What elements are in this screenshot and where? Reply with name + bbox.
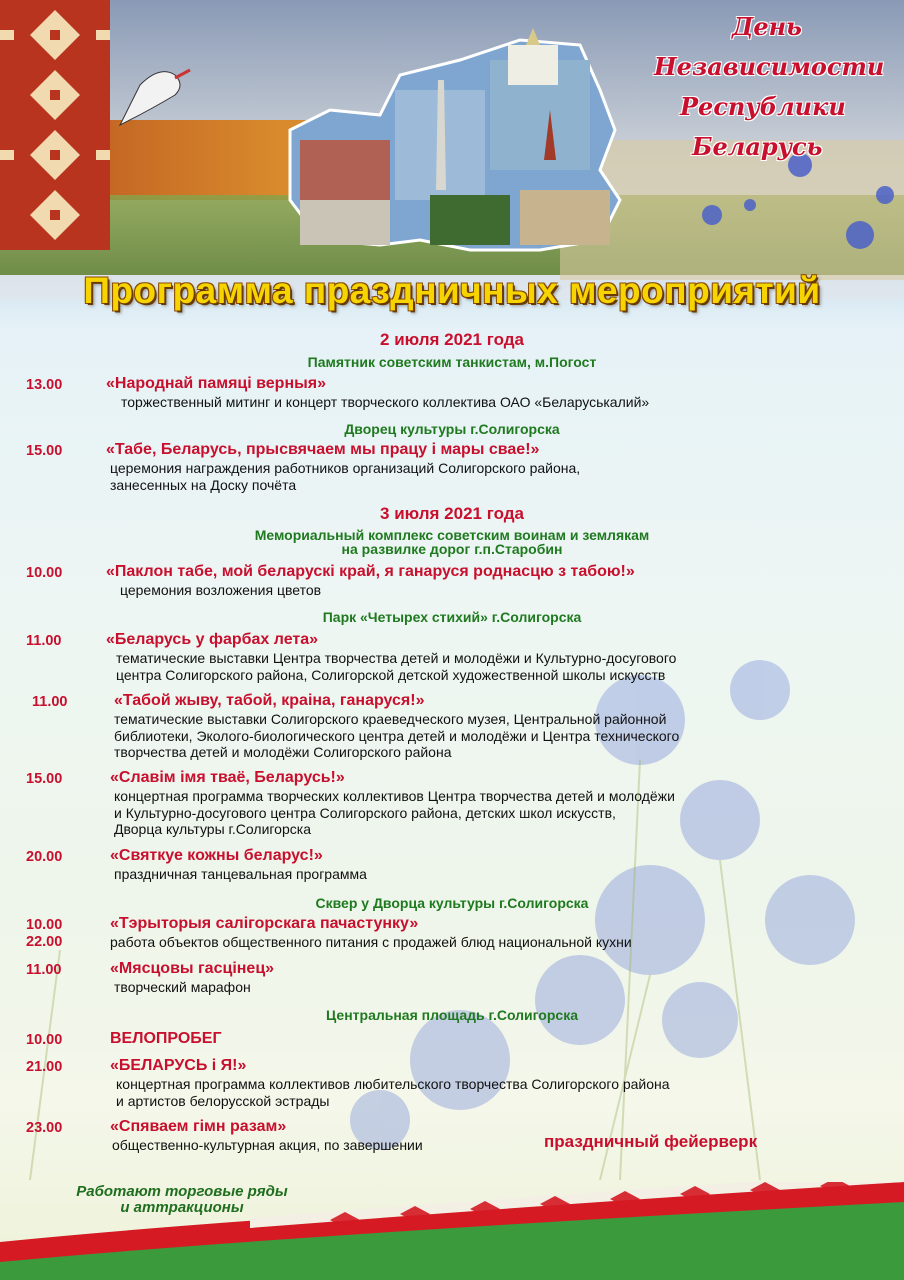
header-title-line: Беларусь [692, 132, 823, 161]
event-time: 21.00 [26, 1059, 63, 1075]
event-description: церемония награждения работников организаций Солигорского района, занесенных на Доску почёта [110, 460, 581, 493]
event-title: «Тэрыторыя салігорскага пачастунку» [110, 915, 419, 932]
footer-note [44, 1184, 320, 1216]
event-description: праздничная танцевальная программа [114, 866, 367, 882]
event-title: «Табой жыву, табой, краіна, ганаруся!» [114, 692, 425, 709]
event-title: «Беларусь у фарбах лета» [106, 631, 319, 648]
venue-heading: Центральная площадь г.Солигорска [326, 1007, 578, 1023]
event-description: торжественный митинг и концерт творческого коллектива ОАО «Беларуськалий» [121, 394, 650, 410]
event-time: 13.00 [26, 377, 63, 393]
event-title: «Народнай памяці верныя» [106, 375, 327, 392]
event-description: тематические выставки Солигорского краеведческого музея, Центральной районной библиотеки, Эколого-биологического центра детей и молодёжи и Центра технического творчества детей и молодёжи Солигорского района [114, 711, 680, 760]
footer-line: Работают торговые ряды [76, 1183, 288, 1200]
event-title: «Паклон табе, мой беларускі край, я ганаруся роднасцю з табою!» [106, 563, 635, 580]
event-description: тематические выставки Центра творчества детей и молодёжи и Культурно-досугового центра Солигорского района, Солигорской детской художественной школы искусств [116, 650, 677, 683]
event-time: 22.00 [26, 934, 63, 950]
fireworks-highlight: праздничный фейерверк [544, 1132, 758, 1151]
event-time: 23.00 [26, 1120, 63, 1136]
event-description: творческий марафон [114, 979, 251, 995]
event-time: 15.00 [26, 771, 63, 787]
event-description: концертная программа творческих коллективов Центра творчества детей и молодёжи и Культурно-досугового центра Солигорского района, детских школ искусств, Дворца культуры г.Солигорска [114, 788, 675, 837]
venue-heading: Парк «Четырех стихий» г.Солигорска [322, 609, 582, 625]
event-title: «Славім імя тваё, Беларусь!» [110, 769, 345, 786]
event-time: 10.00 [26, 1032, 63, 1048]
event-time: 11.00 [32, 694, 68, 710]
event-description: работа объектов общественного питания с продажей блюд национальной кухни [110, 934, 632, 950]
event-time: 10.00 [26, 565, 63, 581]
event-time: 11.00 [26, 962, 62, 978]
event-time: 20.00 [26, 849, 63, 865]
venue-heading: на развилке дорог г.п.Старобин [341, 541, 563, 557]
event-description: церемония возложения цветов [120, 582, 322, 598]
event-description: общественно-культурная акция, по завершении [112, 1137, 423, 1153]
event-title: «БЕЛАРУСЬ і Я!» [110, 1057, 247, 1074]
venue-heading: Мемориальный комплекс советским воинам и землякам [254, 527, 650, 543]
ornament-pattern [0, 0, 110, 250]
footer-line: и аттракционы [120, 1199, 244, 1216]
venue-heading: Памятник советским танкистам, м.Погост [307, 354, 597, 370]
main-title: Программа праздничных мероприятий [83, 270, 821, 311]
header-title-line: День [732, 12, 802, 41]
header-title-line: Независимости [654, 52, 885, 81]
date-heading: 3 июля 2021 года [380, 504, 524, 523]
event-title: «Мясцовы гасцінец» [110, 960, 275, 977]
event-time: 15.00 [26, 443, 63, 459]
venue-heading: Дворец культуры г.Солигорска [344, 421, 560, 437]
event-title: «Табе, Беларусь, прысвячаем мы працу і мары свае!» [106, 441, 540, 458]
event-title: «Спяваем гімн разам» [110, 1118, 287, 1135]
event-time: 10.00 [26, 917, 63, 933]
date-heading: 2 июля 2021 года [380, 330, 524, 349]
venue-heading: Сквер у Дворца культуры г.Солигорска [315, 895, 589, 911]
event-time: 11.00 [26, 633, 62, 649]
event-title: «Святкуе кожны беларус!» [110, 847, 323, 864]
event-title: ВЕЛОПРОБЕГ [110, 1030, 222, 1047]
event-description: концертная программа коллективов любительского творчества Солигорского района и артистов белорусской эстрады [116, 1076, 670, 1109]
header-title-line: Республики [680, 92, 846, 121]
